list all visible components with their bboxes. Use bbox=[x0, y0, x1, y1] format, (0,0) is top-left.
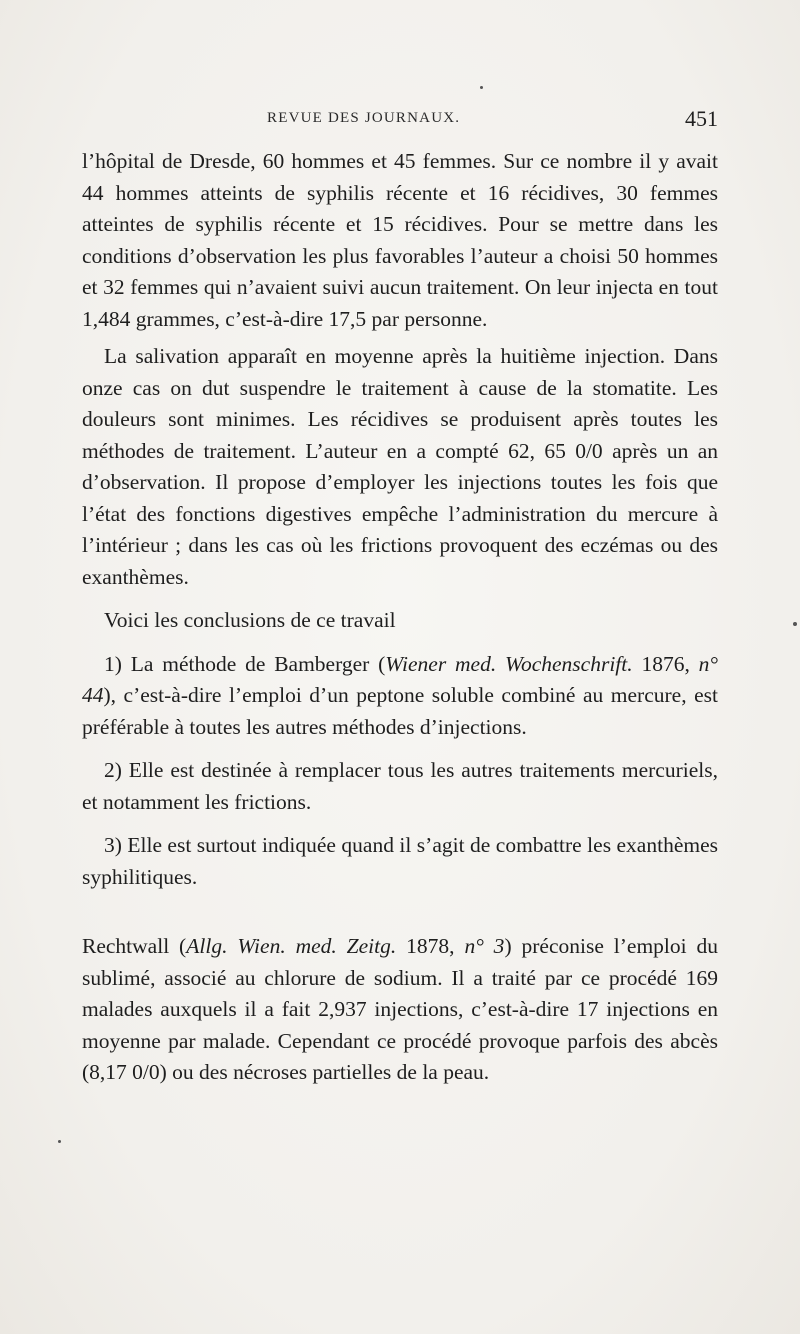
page-number: 451 bbox=[685, 106, 718, 131]
conclusion-1-lead: 1) La méthode de Bamberger ( bbox=[104, 651, 386, 676]
paragraph-conclusion-3: 3) Elle est surtout indiquée quand il s’agit de combattre les exanthèmes syphilitiques. bbox=[82, 833, 718, 889]
paper-speck bbox=[58, 1140, 61, 1143]
rechtwall-tail: ) préconise l’emploi du sublimé, associé au chlorure de sodium. Il a traité par ce procédé 169 malades auxquels il a fait 2,937 injections, c’est-à-dire 17 injections en moyenne par malade. Cependant ce procédé provoque parfois des abcès (8,17 0/0) ou des nécroses partielles de la peau. bbox=[82, 934, 719, 1084]
conclusion-1-year: 1876, bbox=[632, 651, 699, 676]
paragraph-rechtwall bbox=[82, 931, 718, 1089]
journal-citation: Allg. Wien. med. Zeitg. bbox=[186, 934, 397, 958]
issue-number: n° 44 bbox=[82, 651, 718, 707]
paragraph-conclusion-2: 2) Elle est destinée à remplacer tous les autres traitements mercuriels, et notamment les frictions. bbox=[82, 758, 718, 814]
rechtwall-lead: Rechtwall ( bbox=[82, 934, 187, 958]
paragraph-salivation: La salivation apparaît en moyenne après la huitième injection. Dans onze cas on dut suspendre le traitement à cause de la stomatite. Les douleurs sont minimes. Les récidives se produisent après toutes les méthodes de traitement. L’auteur en a compté 62, 65 0/0 après un an d’observation. Il propose d’employer les injections toutes les fois que l’état des fonctions digestives empêche l’administration du mercure à l’intérieur ; dans les cas où les frictions provoquent des eczémas ou des exanthèmes. bbox=[82, 344, 718, 589]
paragraph-conclusions-intro: Voici les conclusions de ce travail bbox=[104, 608, 396, 632]
paragraph-continuation: l’hôpital de Dresde, 60 hommes et 45 femmes. Sur ce nombre il y avait 44 hommes atteints de syphilis récente et 16 récidives, 30 femmes atteintes de syphilis récente et 15 récidives. Pour se mettre dans les conditions d’observation les plus favorables l’auteur a choisi 50 hommes et 32 femmes qui n’avaient suivi aucun traitement. On leur injecta en tout 1,484 grammes, c’est-à-dire 17,5 par personne. bbox=[82, 149, 718, 331]
paper-speck bbox=[793, 622, 797, 626]
rechtwall-year: 1878, bbox=[396, 934, 465, 958]
journal-citation: Wiener med. Wochenschrift. bbox=[385, 651, 633, 676]
conclusion-1-tail: ), c’est-à-dire l’emploi d’un peptone soluble combiné au mercure, est préférable à toutes les autres méthodes d’injections. bbox=[82, 683, 718, 739]
paper-speck bbox=[480, 86, 483, 89]
running-title: REVUE DES JOURNAUX. bbox=[267, 110, 461, 126]
page-header bbox=[82, 106, 718, 136]
body-text bbox=[82, 146, 718, 1089]
issue-number: n° 3 bbox=[464, 934, 505, 958]
paragraph-conclusion-1 bbox=[82, 649, 718, 744]
